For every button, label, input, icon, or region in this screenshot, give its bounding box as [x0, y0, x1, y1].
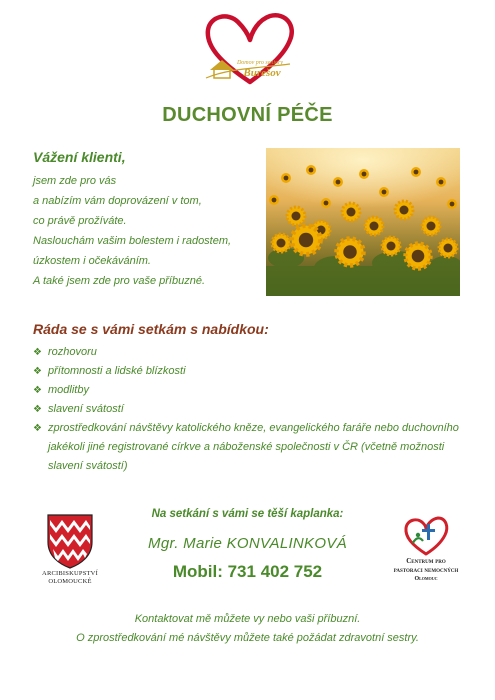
list-item: ❖ slavení svátostí [33, 400, 463, 419]
contact-text [0, 610, 495, 648]
diamond-bullet-icon: ❖ [33, 347, 42, 358]
sunflower-photo [266, 148, 460, 296]
intro-line: co právě prožíváte. [33, 215, 127, 227]
sunflower-field-image [266, 148, 460, 296]
heart-cross-logo-icon [402, 515, 450, 557]
page-title: DUCHOVNÍ PÉČE [162, 104, 333, 126]
logo-domov-buresov [200, 10, 300, 86]
intro-line: a nabízím vám doprovázení v tom, [33, 195, 202, 207]
diamond-bullet-icon: ❖ [33, 366, 42, 377]
heart-house-logo-icon [200, 10, 300, 86]
greeting: Vážení klienti, [33, 149, 126, 165]
chaplain-name: Mgr. Marie KONVALINKOVÁ [148, 535, 347, 552]
intro-line: A také jsem zde pro vaše příbuzné. [33, 275, 206, 287]
logo-name: Burešov [243, 67, 281, 79]
logo-subtitle: Domov pro seniory [236, 60, 284, 66]
centrum-logo [378, 515, 474, 583]
centrum-line3: Olomouc [414, 576, 438, 582]
intro-line: Naslouchám vašim bolestem i radostem, [33, 235, 232, 247]
intro-line: jsem zde pro vás [33, 175, 117, 187]
archdiocese-line2: OLOMOUCKÉ [48, 578, 92, 585]
archdiocese-line1: ARCIBISKUPSTVÍ [42, 570, 98, 577]
diamond-bullet-icon: ❖ [33, 385, 42, 396]
contact-line: Kontaktovat mě můžete vy nebo vaši příbuzní. [134, 613, 361, 625]
meet-text: Na setkání s vámi se těší kaplanka: [151, 508, 344, 520]
diamond-bullet-icon: ❖ [33, 423, 42, 434]
diamond-bullet-icon: ❖ [33, 404, 42, 415]
centrum-line2: pastoraci nemocných [393, 566, 459, 574]
list-item: ❖ rozhovoru [33, 343, 463, 362]
mobile-number: Mobil: 731 402 752 [172, 562, 323, 581]
centrum-line1: Centrum pro [406, 557, 446, 565]
contact-line: O zprostředkování mé návštěvy můžete také požádat zdravotní sestry. [76, 632, 419, 644]
offer-heading: Ráda se s vámi setkám s nabídkou: [33, 321, 269, 337]
list-item: ❖ modlitby [33, 381, 463, 400]
offer-list [33, 343, 463, 476]
list-item: ❖ zprostředkování návštěvy katolického kněze, evangelického faráře nebo duchovního jakékoli jiné registrované církve a náboženské společnosti v ČR (včetně možnosti slavení svátostí) [33, 419, 463, 476]
list-item: ❖ přítomnosti a lidské blízkosti [33, 362, 463, 381]
intro-line: úzkostem i očekáváním. [33, 255, 151, 267]
intro-text [33, 171, 263, 291]
